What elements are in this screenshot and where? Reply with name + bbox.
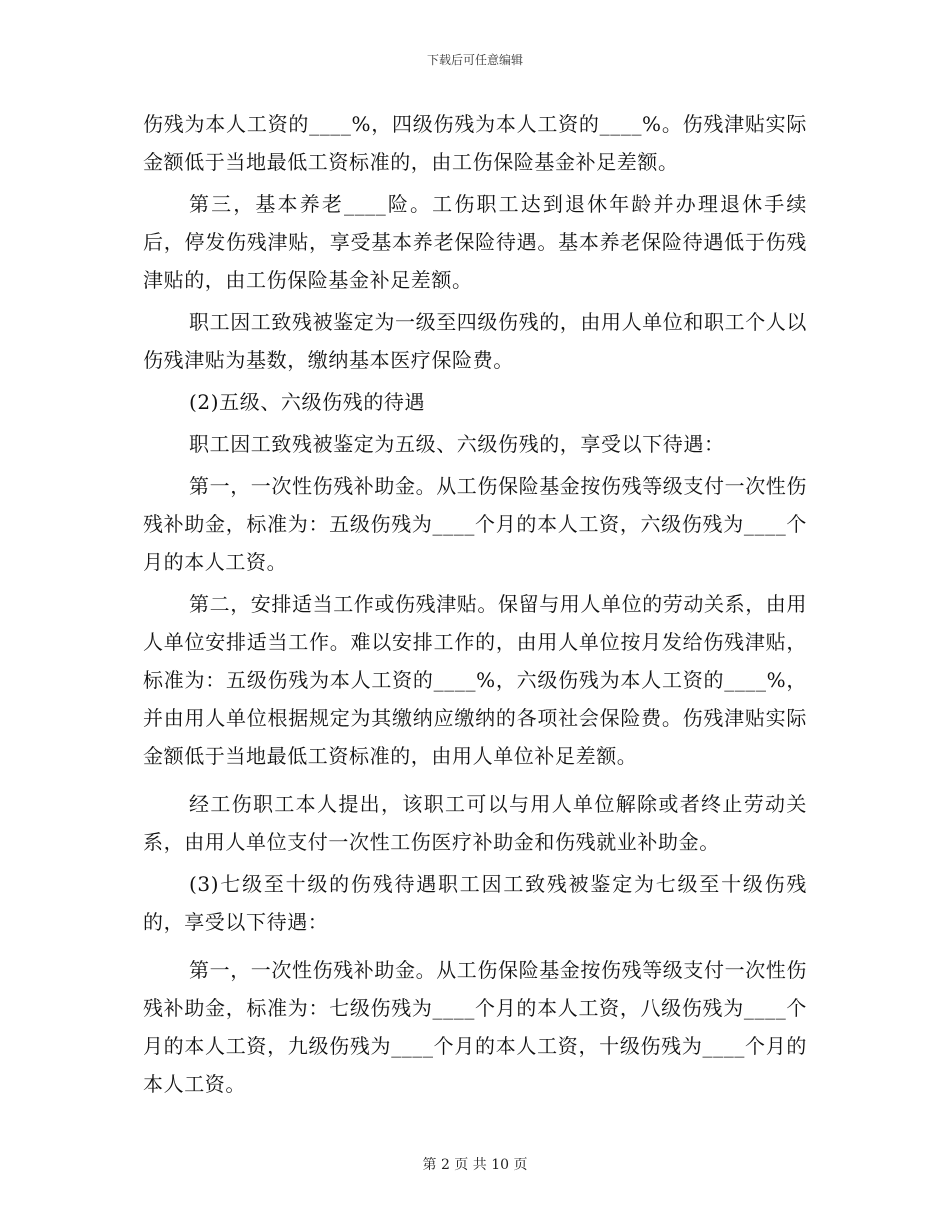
paragraph-grade-five-six-intro: 职工因工致残被鉴定为五级、六级伤残的，享受以下待遇： <box>189 432 725 456</box>
section-heading-grade-five-six: (2)五级、六级伤残的待遇 <box>189 390 426 414</box>
paragraph-medical-insurance: 职工因工致残被鉴定为一级至四级伤残的，由用人单位和职工个人以伤残津贴为基数，缴纳基本医疗保险费。 <box>143 310 807 372</box>
paragraph-grade-five-six-lump-sum: 第一，一次性伤残补助金。从工伤保险基金按伤残等级支付一次性伤残补助金，标准为：五级伤残为____个月的本人工资，六级伤残为____个月的本人工资。 <box>143 474 807 574</box>
paragraph-grade-one-to-four-allowance: 伤残为本人工资的____%，四级伤残为本人工资的____%。伤残津贴实际金额低于当地最低工资标准的，由工伤保险基金补足差额。 <box>143 112 807 174</box>
paragraph-basic-pension: 第三，基本养老____险。工伤职工达到退休年龄并办理退休手续后，停发伤残津贴，享受基本养老保险待遇。基本养老保险待遇低于伤残津贴的，由工伤保险基金补足差额。 <box>143 192 807 292</box>
page-header-note: 下载后可任意编辑 <box>426 53 523 67</box>
section-heading-grade-seven-ten: (3)七级至十级的伤残待遇职工因工致残被鉴定为七级至十级伤残的，享受以下待遇： <box>143 872 807 934</box>
page-number: 第 2 页 共 10 页 <box>422 1157 528 1173</box>
document-body <box>143 105 807 1107</box>
paragraph-grade-five-six-allowance: 第二，安排适当工作或伤残津贴。保留与用人单位的劳动关系，由用人单位安排适当工作。难以安排工作的，由用人单位按月发给伤残津贴，标准为：五级伤残为本人工资的____%，六级伤残为本人工资的____%，并由用人单位根据规定为其缴纳应缴纳的各项社会保险费。伤残津贴实际金额低于当地最低工资标准的，由用人单位补足差额。 <box>143 592 807 768</box>
paragraph-termination: 经工伤职工本人提出，该职工可以与用人单位解除或者终止劳动关系，由用人单位支付一次性工伤医疗补助金和伤残就业补助金。 <box>143 792 807 854</box>
paragraph-grade-seven-ten-lump-sum: 第一，一次性伤残补助金。从工伤保险基金按伤残等级支付一次性伤残补助金，标准为：七级伤残为____个月的本人工资，八级伤残为____个月的本人工资，九级伤残为____个月的本人工资，十级伤残为____个月的本人工资。 <box>143 958 807 1096</box>
